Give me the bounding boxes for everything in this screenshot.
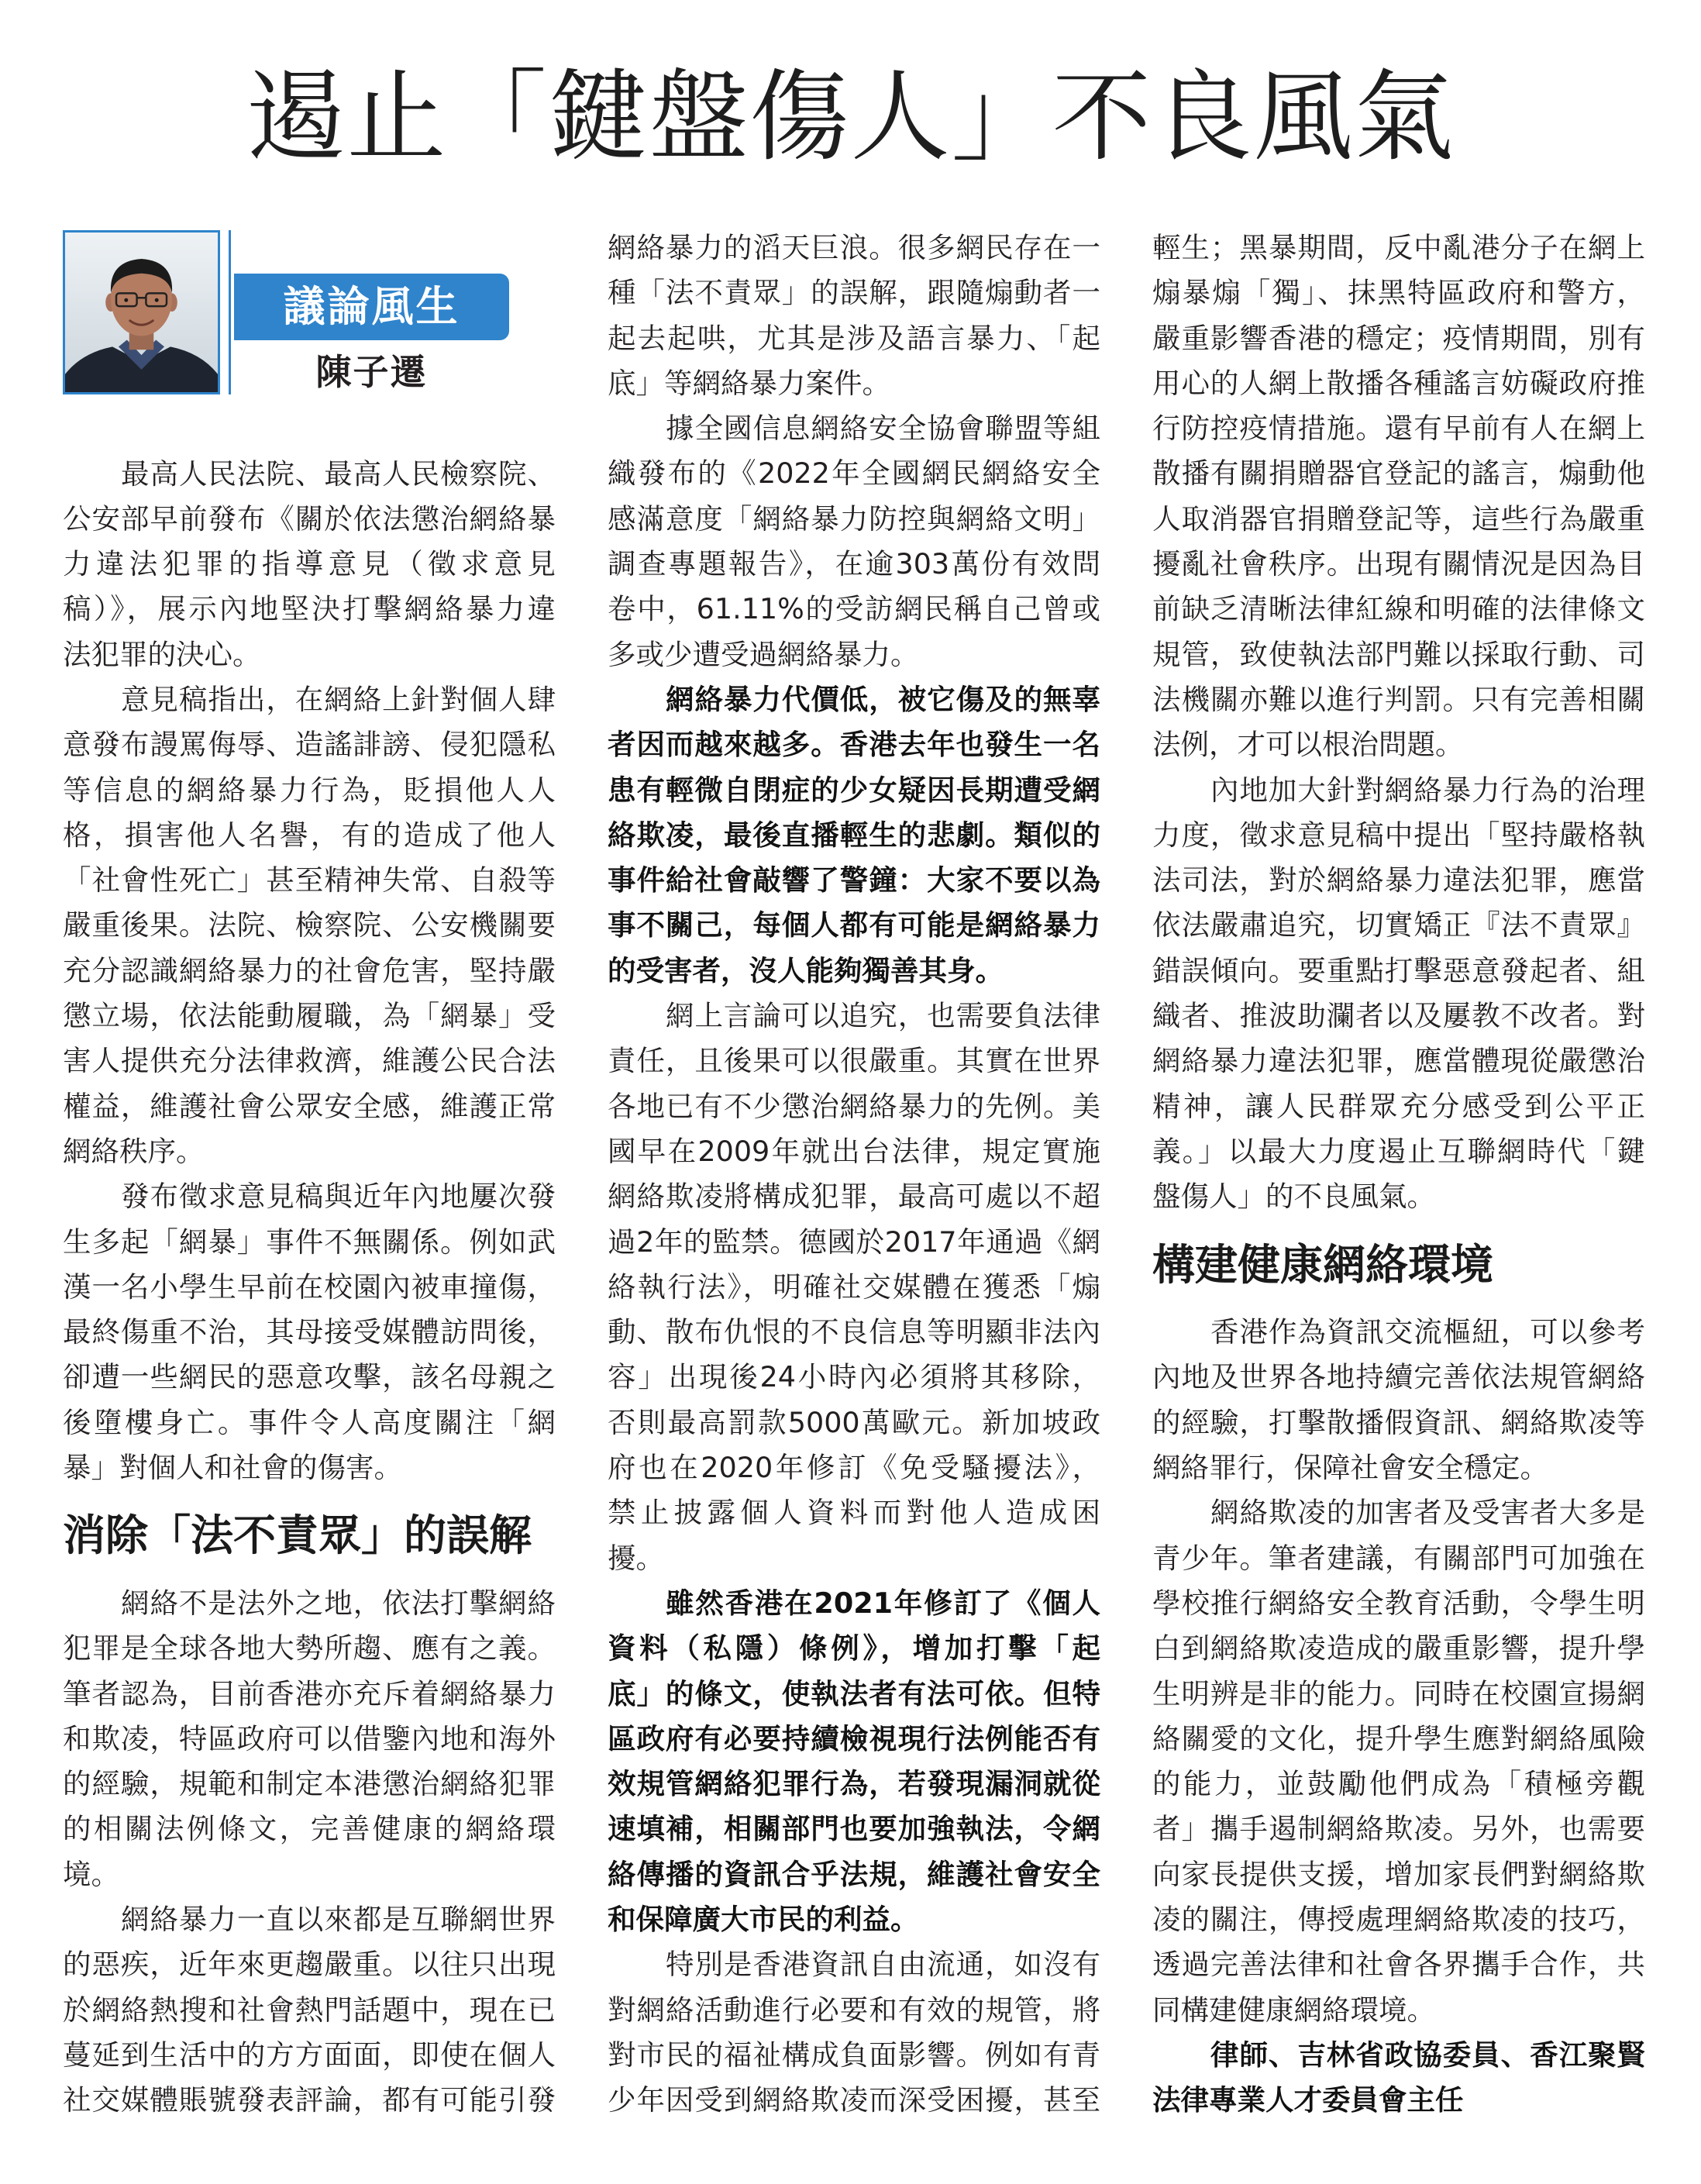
text-line: 容」出現後24小時內必須將其移除， bbox=[608, 1360, 1100, 1394]
text-line: 生明辨是非的能力。同時在校園宣揚網 bbox=[1152, 1676, 1645, 1710]
author-credentials bbox=[1152, 2033, 1645, 2124]
text-line: 格，損害他人名譽，有的造成了他人 bbox=[63, 818, 556, 852]
text-line: 依法嚴肅追究，切實矯正『法不責眾』 bbox=[1152, 908, 1645, 942]
text-line: 底」的條文，使執法者有法可依。但特 bbox=[608, 1676, 1100, 1710]
paragraph bbox=[1152, 1310, 1645, 1490]
text-line: 網絡秩序。 bbox=[63, 1134, 205, 1168]
text-line: 區政府有必要持續檢視現行法例能否有 bbox=[608, 1721, 1100, 1755]
text-line: 漢一名小學生早前在校園內被車撞傷， bbox=[63, 1269, 556, 1304]
text-line: 法例，才可以根治問題。 bbox=[1152, 728, 1464, 762]
text-line: 特別是香港資訊自由流通，如沒有 bbox=[666, 1948, 1100, 1982]
text-line: 患有輕微自閉症的少女疑因長期遭受網 bbox=[608, 773, 1100, 807]
text-line: 多或少遭受過網絡暴力。 bbox=[608, 637, 919, 671]
text-line: 據全國信息網絡安全協會聯盟等組 bbox=[666, 412, 1100, 446]
text-line: 種「法不責眾」的誤解，跟隨煽動者一 bbox=[608, 276, 1100, 310]
text-line: 者因而越來越多。香港去年也發生一名 bbox=[608, 728, 1100, 762]
text-line: 後墮樓身亡。事件令人高度關注「網 bbox=[63, 1405, 556, 1439]
text-line: 的相關法例條文，完善健康的網絡環 bbox=[63, 1812, 556, 1846]
text-line: 嚴重影響香港的穩定；疫情期間，別有 bbox=[1152, 321, 1645, 355]
text-line: 發布徵求意見稿與近年內地屢次發 bbox=[121, 1180, 556, 1214]
text-line: 禁止披露個人資料而對他人造成困 bbox=[608, 1496, 1100, 1530]
paragraph bbox=[608, 1942, 1100, 2123]
text-line: 過2年的監禁。德國於2017年通過《網 bbox=[608, 1225, 1100, 1259]
text-line: 前缺乏清晰法律紅線和明確的法律條文 bbox=[1152, 592, 1645, 626]
author-portrait-image bbox=[65, 233, 218, 392]
text-line: 網絡欺凌的加害者及受害者大多是 bbox=[1210, 1496, 1645, 1530]
text-line: 法律專業人才委員會主任 bbox=[1152, 2083, 1464, 2117]
text-line: 雖然香港在2021年修訂了《個人 bbox=[666, 1586, 1100, 1620]
text-line: 等信息的網絡暴力行為，貶損他人人 bbox=[63, 773, 556, 807]
text-line: 最高人民法院、最高人民檢察院、 bbox=[121, 456, 556, 491]
text-line: 少年因受到網絡欺凌而深受困擾，甚至 bbox=[608, 2083, 1100, 2117]
text-line: 社交媒體賬號發表評論，都有可能引發 bbox=[63, 2083, 556, 2117]
paragraph bbox=[608, 994, 1100, 1581]
text-line: 用心的人網上散播各種謠言妨礙政府推 bbox=[1152, 366, 1645, 400]
paragraph bbox=[63, 452, 556, 677]
text-line: 動、散布仇恨的不良信息等明顯非法內 bbox=[608, 1315, 1100, 1349]
article-column-3 bbox=[1152, 226, 1645, 2123]
text-line: 法犯罪的決心。 bbox=[63, 637, 261, 671]
text-line: 的受害者，沒人能夠獨善其身。 bbox=[608, 953, 1004, 987]
text-line: 對網絡活動進行必要和有效的規管，將 bbox=[608, 1993, 1100, 2027]
text-line: 織者、推波助瀾者以及屢教不改者。對 bbox=[1152, 999, 1645, 1033]
text-line: 責任，且後果可以很嚴重。其實在世界 bbox=[608, 1044, 1100, 1078]
text-line: 透過完善法律和社會各界攜手合作，共 bbox=[1152, 1948, 1645, 1982]
text-line: 各地已有不少懲治網絡暴力的先例。美 bbox=[608, 1089, 1100, 1123]
text-line: 資料（私隱）條例》，增加打擊「起 bbox=[608, 1631, 1100, 1666]
text-line: 的能力，並鼓勵他們成為「積極旁觀 bbox=[1152, 1767, 1645, 1801]
text-line: 否則最高罰款5000萬歐元。新加坡政 bbox=[608, 1405, 1100, 1439]
text-line: 對市民的福祉構成負面影響。例如有青 bbox=[608, 2038, 1100, 2072]
text-line: 煽暴煽「獨」、抹黑特區政府和警方， bbox=[1152, 276, 1645, 310]
text-line: 網絡暴力代價低，被它傷及的無辜 bbox=[666, 682, 1100, 716]
text-line: 府也在2020年修訂《免受騷擾法》， bbox=[608, 1451, 1100, 1485]
text-line: 律師、吉林省政協委員、香江聚賢 bbox=[1210, 2038, 1645, 2072]
paragraph bbox=[608, 406, 1100, 677]
text-line: 香港作為資訊交流樞紐，可以參考 bbox=[1210, 1315, 1645, 1349]
paragraph bbox=[63, 1174, 556, 1490]
text-line: 內地及世界各地持續完善依法規管網絡 bbox=[1152, 1360, 1645, 1394]
text-line: 網絡罪行，保障社會安全穩定。 bbox=[1152, 1451, 1548, 1485]
text-line: 速填補，相關部門也要加強執法，令網 bbox=[608, 1812, 1100, 1846]
paragraph bbox=[1152, 768, 1645, 1220]
text-line: 向家長提供支援，增加家長們對網絡欺 bbox=[1152, 1857, 1645, 1891]
text-line: 意見稿指出，在網絡上針對個人肆 bbox=[121, 682, 556, 716]
text-line: 筆者認為，目前香港亦充斥着網絡暴力 bbox=[63, 1676, 556, 1710]
text-line: 調查專題報告》，在逾303萬份有效問 bbox=[608, 547, 1100, 581]
paragraph bbox=[1152, 1490, 1645, 2033]
text-line: 輕生；黑暴期間，反中亂港分子在網上 bbox=[1152, 231, 1645, 264]
text-line: 事件給社會敲響了警鐘：大家不要以為 bbox=[608, 863, 1100, 897]
text-line: 感滿意度「網絡暴力防控與網絡文明」 bbox=[608, 501, 1100, 536]
text-line: 青少年。筆者建議，有關部門可加強在 bbox=[1152, 1541, 1645, 1575]
author-photo bbox=[63, 230, 220, 394]
text-line: 行防控疫情措施。還有早前有人在網上 bbox=[1152, 412, 1645, 446]
text-line: 的經驗，打擊散播假資訊、網絡欺凌等 bbox=[1152, 1405, 1645, 1439]
text-line: 於網絡熱搜和社會熱門話題中，現在已 bbox=[63, 1993, 556, 2027]
text-line: 底」等網絡暴力案件。 bbox=[608, 366, 890, 400]
text-line: 力違法犯罪的指導意見（徵求意見 bbox=[63, 547, 556, 581]
text-line: 的惡疾，近年來更趨嚴重。以往只出現 bbox=[63, 1948, 556, 1982]
text-line: 織發布的《2022年全國網民網絡安全 bbox=[608, 456, 1100, 491]
text-line: 盤傷人」的不良風氣。 bbox=[1152, 1180, 1435, 1214]
text-line: 同構建健康網絡環境。 bbox=[1152, 1993, 1435, 2027]
text-line: 白到網絡欺凌造成的嚴重影響，提升學 bbox=[1152, 1631, 1645, 1666]
text-line: 法機關亦難以進行判罰。只有完善相關 bbox=[1152, 682, 1645, 716]
text-line: 害人提供充分法律救濟，維護公民合法 bbox=[63, 1044, 556, 1078]
highlighted-paragraph bbox=[608, 677, 1100, 994]
text-line: 凌的關注，傳授處理網絡欺凌的技巧， bbox=[1152, 1902, 1645, 1936]
text-line: 絡關愛的文化，提升學生應對網絡風險 bbox=[1152, 1721, 1645, 1755]
text-line: 絡欺凌，最後直播輕生的悲劇。類似的 bbox=[608, 818, 1100, 852]
text-line: 絡執行法》，明確社交媒體在獲悉「煽 bbox=[608, 1269, 1100, 1304]
text-line: 效規管網絡犯罪行為，若發現漏洞就從 bbox=[608, 1767, 1100, 1801]
text-line: 學校推行網絡安全教育活動，令學生明 bbox=[1152, 1586, 1645, 1620]
text-line: 和保障廣大市民的利益。 bbox=[608, 1902, 919, 1936]
paragraph bbox=[1152, 226, 1645, 768]
text-line: 擾。 bbox=[608, 1541, 664, 1575]
text-line: 內地加大針對網絡暴力行為的治理 bbox=[1210, 773, 1645, 807]
text-line: 網上言論可以追究，也需要負法律 bbox=[666, 999, 1100, 1033]
text-line: 規管，致使執法部門難以採取行動、司 bbox=[1152, 637, 1645, 671]
article-column-1 bbox=[63, 452, 556, 2124]
text-line: 法司法，對於網絡暴力違法犯罪，應當 bbox=[1152, 863, 1645, 897]
text-line: 蔓延到生活中的方方面面，即使在個人 bbox=[63, 2038, 556, 2072]
text-line: 網絡不是法外之地，依法打擊網絡 bbox=[121, 1586, 556, 1620]
text-line: 權益，維護社會公眾安全感，維護正常 bbox=[63, 1089, 556, 1123]
text-line: 充分認識網絡暴力的社會危害，堅持嚴 bbox=[63, 953, 556, 987]
text-line: 網絡欺凌將構成犯罪，最高可處以不超 bbox=[608, 1180, 1100, 1214]
text-line: 絡傳播的資訊合乎法規，維護社會安全 bbox=[608, 1857, 1100, 1891]
text-line: 卷中，61.11%的受訪網民稱自己曾或 bbox=[608, 592, 1100, 626]
text-line: 義。」以最大力度遏止互聯網時代「鍵 bbox=[1152, 1134, 1645, 1168]
text-line: 公安部早前發布《關於依法懲治網絡暴 bbox=[63, 501, 556, 536]
text-line: 稿）》，展示內地堅決打擊網絡暴力違 bbox=[63, 592, 556, 626]
article-column-2 bbox=[608, 226, 1100, 2123]
text-line: 生多起「網暴」事件不無關係。例如武 bbox=[63, 1225, 556, 1259]
text-line: 網絡暴力違法犯罪，應當體現從嚴懲治 bbox=[1152, 1044, 1645, 1078]
text-line: 散播有關捐贈器官登記的謠言，煽動他 bbox=[1152, 456, 1645, 491]
text-line: 起去起哄，尤其是涉及語言暴力、「起 bbox=[608, 321, 1100, 355]
text-line: 暴」對個人和社會的傷害。 bbox=[63, 1451, 402, 1485]
paragraph bbox=[608, 226, 1100, 406]
text-line: 擾亂社會秩序。出現有關情況是因為目 bbox=[1152, 547, 1645, 581]
text-line: 精神，讓人民群眾充分感受到公平正 bbox=[1152, 1089, 1645, 1123]
text-line: 錯誤傾向。要重點打擊惡意發起者、組 bbox=[1152, 953, 1645, 987]
text-line: 最終傷重不治，其母接受媒體訪問後， bbox=[63, 1315, 556, 1349]
text-line: 網絡暴力一直以來都是互聯網世界 bbox=[121, 1903, 556, 1936]
highlighted-paragraph bbox=[608, 1581, 1100, 1942]
text-line: 「社會性死亡」甚至精神失常、自殺等 bbox=[63, 863, 556, 897]
text-line: 的經驗，規範和制定本港懲治網絡犯罪 bbox=[63, 1767, 556, 1801]
text-line: 卻遭一些網民的惡意攻擊，該名母親之 bbox=[63, 1360, 556, 1394]
text-line: 意發布謾罵侮辱、造謠誹謗、侵犯隱私 bbox=[63, 728, 556, 762]
text-line: 嚴重後果。法院、檢察院、公安機關要 bbox=[63, 908, 556, 942]
article-title: 遏止「鍵盤傷人」不良風氣 bbox=[246, 60, 1455, 175]
header-rule bbox=[229, 230, 231, 394]
text-line: 犯罪是全球各地大勢所趨、應有之義。 bbox=[63, 1631, 556, 1666]
text-line: 人取消器官捐贈登記等，這些行為嚴重 bbox=[1152, 501, 1645, 536]
text-line: 和欺凌，特區政府可以借鑒內地和海外 bbox=[63, 1721, 556, 1755]
text-line: 事不關己，每個人都有可能是網絡暴力 bbox=[608, 908, 1100, 942]
text-line: 國早在2009年就出台法律，規定實施 bbox=[608, 1134, 1100, 1168]
paragraph bbox=[63, 1581, 556, 1897]
text-line: 境。 bbox=[63, 1857, 119, 1891]
section-heading: 消除「法不責眾」的誤解 bbox=[63, 1510, 532, 1561]
column-label: 議論風生 bbox=[234, 274, 509, 340]
text-line: 力度，徵求意見稿中提出「堅持嚴格執 bbox=[1152, 818, 1645, 852]
text-line: 者」攜手遏制網絡欺凌。另外，也需要 bbox=[1152, 1812, 1645, 1846]
text-line: 懲立場，依法能動履職，為「網暴」受 bbox=[63, 999, 556, 1033]
paragraph bbox=[63, 1897, 556, 2123]
text-line: 網絡暴力的滔天巨浪。很多網民存在一 bbox=[608, 231, 1100, 264]
author-name: 陳子遷 bbox=[315, 351, 428, 393]
section-heading: 構建健康網絡環境 bbox=[1152, 1239, 1494, 1290]
paragraph bbox=[63, 677, 556, 1174]
